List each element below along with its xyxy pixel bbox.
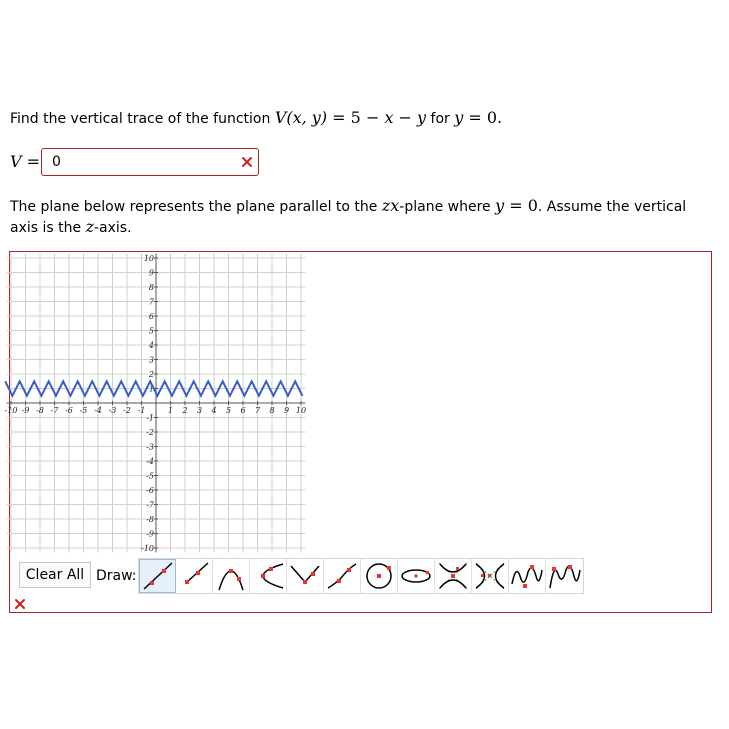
- coordinate-plane[interactable]: [4, 252, 313, 554]
- y-tick-label: 1: [148, 384, 154, 394]
- y-tick-label: 10: [143, 254, 154, 263]
- y-tick-label: 4: [148, 341, 154, 350]
- answer-value: 0: [52, 154, 61, 170]
- y-tick-label: -6: [146, 486, 154, 495]
- clear-all-label: Clear All: [25, 567, 85, 583]
- for-text: for: [426, 111, 455, 127]
- condition-var: y: [454, 108, 464, 127]
- cubic-tool[interactable]: [324, 559, 361, 593]
- sine-tool[interactable]: [509, 559, 546, 593]
- x-tick-label: -1: [137, 406, 146, 415]
- parabola-side-icon: [251, 560, 285, 592]
- draw-label: Draw:: [96, 568, 137, 584]
- x-tick-label: -6: [65, 406, 73, 415]
- x-tick-label: -7: [50, 406, 59, 415]
- x-tick-label: 5: [225, 406, 232, 415]
- x-tick-label: 2: [182, 406, 188, 415]
- ellipse-tool[interactable]: [398, 559, 435, 593]
- desc-axis-var: z: [85, 217, 94, 236]
- ellipse-icon: [399, 560, 433, 592]
- x-tick-label: -9: [21, 406, 30, 415]
- y-tick-label: 6: [148, 312, 154, 321]
- desc-part1: The plane below represents the plane parallel to the: [10, 199, 382, 215]
- ray-tool-icon: [177, 560, 211, 592]
- x-tick-label: 1: [167, 406, 174, 415]
- x-tick-label: -5: [79, 406, 88, 415]
- desc-part4: -axis.: [94, 220, 132, 236]
- y-tick-label: 7: [148, 297, 154, 307]
- absolute-value-tool[interactable]: [287, 559, 324, 593]
- hyperbola-vertical-icon: [436, 560, 470, 592]
- y-tick-label: -3: [146, 442, 154, 452]
- description-text: [10, 196, 715, 238]
- desc-cond-var: y: [495, 196, 505, 215]
- cubic-icon: [325, 560, 359, 592]
- ray-tool[interactable]: [176, 559, 213, 593]
- condition-eq: = 0.: [463, 108, 503, 127]
- x-tick-label: 7: [254, 406, 261, 415]
- x-tick-label: -10: [4, 406, 18, 415]
- x-mark-icon: [14, 598, 26, 610]
- line-tool[interactable]: [139, 559, 176, 593]
- answer-label-eq: =: [21, 152, 41, 171]
- y-tick-label: -10: [141, 544, 154, 553]
- y-tick-label: 2: [148, 370, 154, 379]
- x-tick-label: -4: [94, 406, 102, 415]
- parabola-up-icon: [214, 560, 248, 592]
- y-tick-label: -7: [146, 500, 154, 510]
- parabola-up-tool[interactable]: [213, 559, 250, 593]
- question-text: [10, 108, 502, 127]
- draw-toolbar: [138, 558, 584, 594]
- desc-plane-var: zx: [381, 196, 400, 215]
- x-tick-label: -3: [108, 406, 117, 415]
- function-y: y: [417, 108, 427, 127]
- answer-input[interactable]: [41, 148, 259, 176]
- hyperbola-horizontal-tool[interactable]: [472, 559, 509, 593]
- parabola-side-tool[interactable]: [250, 559, 287, 593]
- function-minus: −: [393, 108, 418, 127]
- function-eq: = 5 −: [327, 108, 385, 127]
- y-tick-label: -4: [146, 457, 154, 466]
- answer-label-var: V: [10, 152, 22, 171]
- y-tick-label: 3: [148, 355, 154, 365]
- x-tick-label: 3: [196, 406, 203, 415]
- x-mark-icon: [240, 155, 254, 169]
- x-tick-label: 4: [211, 406, 217, 415]
- function-lhs: V(x, y): [274, 108, 328, 127]
- y-tick-label: 5: [148, 326, 154, 336]
- x-tick-label: 10: [295, 406, 307, 415]
- circle-icon: [362, 560, 396, 592]
- question-prefix: Find the vertical trace of the function: [10, 111, 275, 127]
- y-tick-label: 9: [148, 268, 154, 278]
- circle-tool[interactable]: [361, 559, 398, 593]
- desc-part2: -plane where: [399, 199, 496, 215]
- desc-cond-eq: = 0: [504, 196, 538, 215]
- cosine-tool[interactable]: [546, 559, 583, 593]
- y-tick-label: 8: [148, 283, 154, 292]
- clear-all-button[interactable]: [19, 562, 91, 588]
- y-tick-label: -9: [146, 529, 154, 539]
- y-tick-label: -1: [146, 413, 154, 423]
- y-tick-label: -2: [146, 428, 154, 437]
- cosine-icon: [548, 560, 582, 592]
- x-tick-label: 6: [240, 406, 246, 415]
- x-tick-label: -8: [36, 406, 44, 415]
- x-tick-label: 9: [283, 406, 290, 415]
- x-tick-label: -2: [123, 406, 131, 415]
- line-tool-icon: [141, 560, 175, 592]
- answer-label: [10, 152, 40, 171]
- hyperbola-vertical-tool[interactable]: [435, 559, 472, 593]
- desc-part3: . Assume the vertical axis is the: [10, 199, 687, 236]
- absolute-value-icon: [288, 560, 322, 592]
- sine-icon: [510, 560, 544, 592]
- function-x: x: [384, 108, 394, 127]
- x-tick-label: 8: [269, 406, 275, 415]
- hyperbola-horizontal-icon: [473, 560, 507, 592]
- graph-panel: [4, 251, 712, 613]
- y-tick-label: -8: [146, 515, 154, 524]
- y-tick-label: -5: [146, 471, 154, 481]
